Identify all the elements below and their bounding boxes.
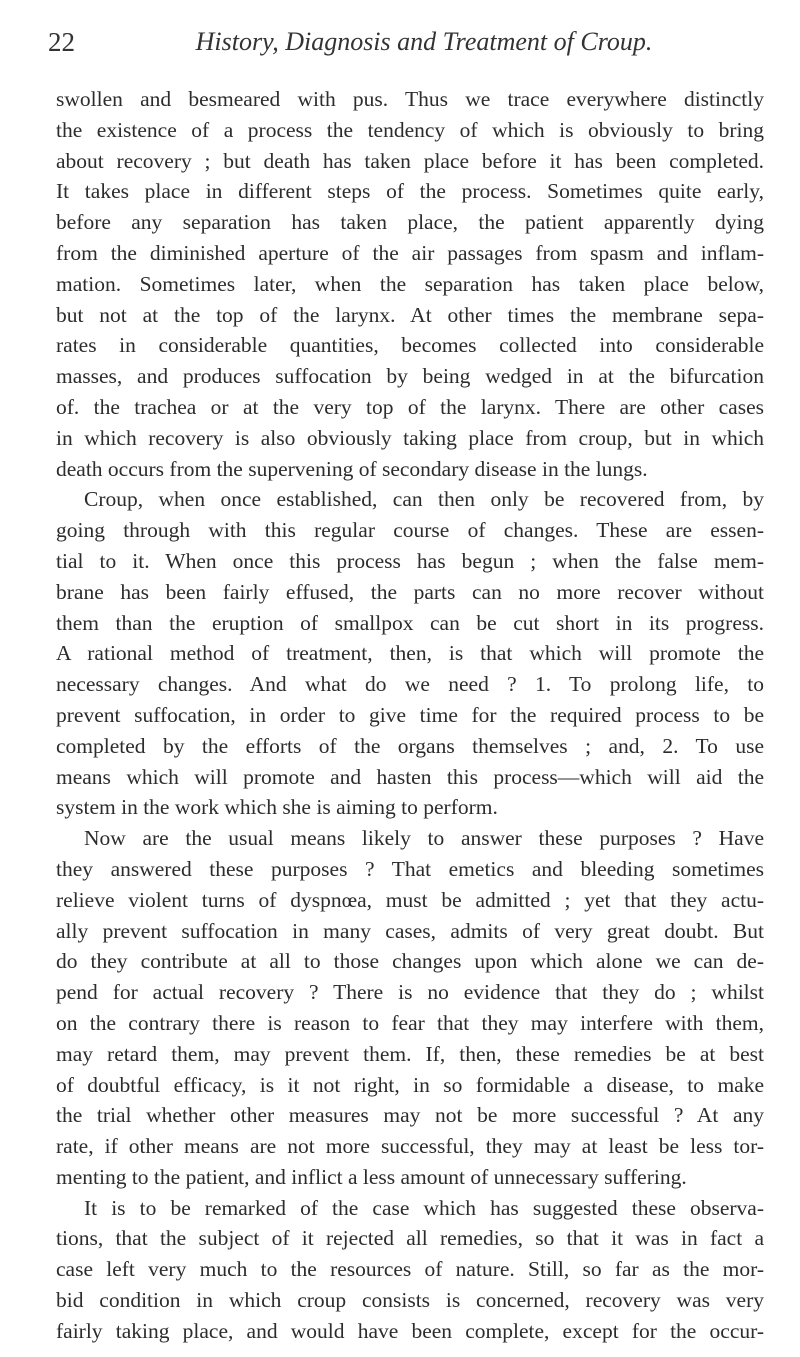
text-line: before any separation has taken place, the patient apparently dying [56,210,764,235]
text-line: rate, if other means are not more successful, they may at least be less tor- [56,1134,764,1159]
text-line: relieve violent turns of dyspnœa, must be admitted ; yet that they actu- [56,887,764,912]
text-line: the existence of a process the tendency of which is obviously to bring [56,117,764,142]
text-line: ally prevent suffocation in many cases, admits of very great doubt. But [56,918,764,943]
text-line: they answered these purposes ? That emetics and bleeding sometimes [56,856,764,881]
text-line: tions, that the subject of it rejected all remedies, so that it was in fact a [56,1226,764,1251]
text-line: on the contrary there is reason to fear that they may interfere with them, [56,1010,764,1035]
text-line: mation. Sometimes later, when the separation has taken place below, [56,271,764,296]
text-line: death occurs from the supervening of secondary disease in the lungs. [56,456,648,481]
text-line: the trial whether other measures may not be more successful ? At any [56,1103,764,1128]
text-line: from the diminished aperture of the air passages from spasm and inflam- [56,240,764,265]
text-line: means which will promote and hasten this process—which will aid the [56,764,764,789]
text-line: of doubtful efficacy, is it not right, in so formidable a disease, to make [56,1072,764,1097]
text-line: prevent suffocation, in order to give time for the required process to be [56,702,764,727]
text-line: them than the eruption of smallpox can be cut short in its progress. [56,610,764,635]
text-line: going through with this regular course of changes. These are essen- [56,518,764,543]
text-line: swollen and besmeared with pus. Thus we trace everywhere distinctly [56,87,764,111]
text-line: bid condition in which croup consists is concerned, recovery was very [56,1288,764,1313]
text-line: necessary changes. And what do we need ? 1. To prolong life, to [56,672,764,697]
text-line: completed by the efforts of the organs themselves ; and, 2. To use [56,733,764,758]
text-line: system in the work which she is aiming to perform. [56,795,498,820]
text-line: but not at the top of the larynx. At other times the membrane sepa- [56,302,764,327]
text-line: menting to the patient, and inflict a less amount of unnecessary suffering. [56,1164,687,1189]
text-line: rates in considerable quantities, becomes collected into considerable [56,333,764,358]
paragraph-start-line: Now are the usual means likely to answer these purposes ? Have [84,826,764,851]
running-head: History, Diagnosis and Treatment of Croup. [195,27,653,56]
text-line: do they contribute at all to those changes upon which alone we can de- [56,949,764,974]
text-line: brane has been fairly effused, the parts can no more recover without [56,579,764,604]
text-line: fairly taking place, and would have been complete, except for the occur- [56,1318,764,1343]
text-line: may retard them, may prevent them. If, then, these remedies be at best [56,1041,764,1066]
paragraph-start-line: Croup, when once established, can then only be recovered from, by [84,487,764,512]
paragraph-start-line: It is to be remarked of the case which has suggested these observa- [84,1195,764,1220]
text-line: It takes place in different steps of the process. Sometimes quite early, [56,179,764,204]
text-line: masses, and produces suffocation by being wedged in at the bifurcation [56,364,764,389]
text-line: case left very much to the resources of nature. Still, so far as the mor- [56,1257,764,1282]
text-line: pend for actual recovery ? There is no evidence that they do ; whilst [56,980,764,1005]
text-line: tial to it. When once this process has begun ; when the false mem- [56,548,764,573]
text-line: of. the trachea or at the very top of the larynx. There are other cases [56,394,764,419]
body-text [56,84,764,1347]
text-line: A rational method of treatment, then, is that which will promote the [56,641,764,666]
page-header [48,26,760,66]
text-line: in which recovery is also obviously taking place from croup, but in which [56,425,764,450]
text-line: about recovery ; but death has taken place before it has been completed. [56,148,764,173]
page-number: 22 [48,27,75,57]
